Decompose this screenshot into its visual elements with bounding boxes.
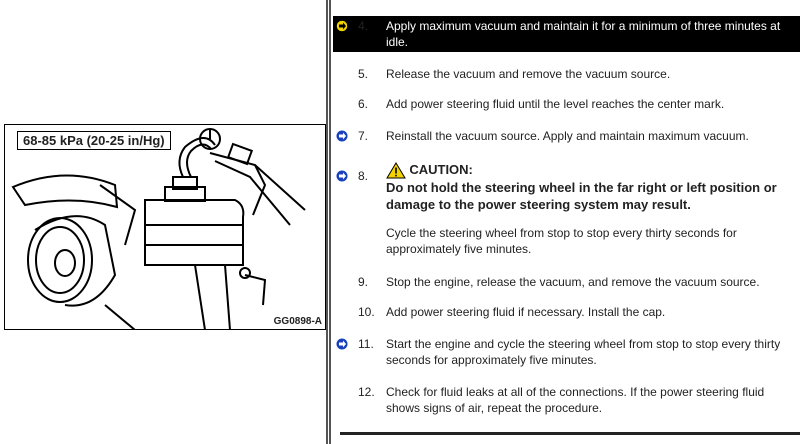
step-text: Check for fluid leaks at all of the connections. If the power steering fluid shows signs of air, repeat the procedure. — [386, 385, 765, 415]
step-number: 12. — [358, 385, 375, 399]
step-text: Start the engine and cycle the steering wheel from stop to stop every thirty seconds for approximately five minutes. — [386, 337, 781, 367]
step-number: 6. — [358, 97, 369, 111]
step-number: 5. — [358, 67, 369, 81]
step-number: 4. — [358, 19, 369, 33]
step-text: Apply maximum vacuum and maintain it for a minimum of three minutes at idle. — [386, 19, 781, 49]
figure-code: GG0898-A — [273, 316, 322, 327]
caution-icon — [386, 162, 406, 179]
step-number: 8. — [358, 169, 369, 183]
step-text: Reinstall the vacuum source. Apply and maintain maximum vacuum. — [386, 129, 749, 143]
caution-title: CAUTION: — [409, 162, 473, 177]
step-text: Stop the engine, release the vacuum, and remove the vacuum source. — [386, 275, 760, 289]
step-text: Add power steering fluid if necessary. Install the cap. — [386, 305, 666, 319]
left-pane — [0, 0, 326, 444]
procedure-steps — [333, 0, 800, 444]
arrow-marker-icon[interactable] — [336, 338, 348, 350]
step-number: 7. — [358, 129, 369, 143]
arrow-marker-icon[interactable] — [336, 170, 348, 182]
step-number: 11. — [358, 337, 374, 351]
step-text: Add power steering fluid until the level reaches the center mark. — [386, 97, 725, 111]
step-text: Cycle the steering wheel from stop to stop every thirty seconds for approximately five minutes. — [386, 226, 737, 257]
arrow-marker-icon[interactable] — [336, 130, 348, 142]
step-number: 9. — [358, 275, 369, 289]
step-text: Release the vacuum and remove the vacuum source. — [386, 67, 671, 81]
pane-divider[interactable] — [326, 0, 331, 444]
pressure-label: 68-85 kPa (20-25 in/Hg) — [17, 131, 171, 150]
caution-body: Do not hold the steering wheel in the far right or left position or damage to the power steering system may result. — [386, 180, 777, 213]
step-number: 10. — [358, 305, 375, 319]
vacuum-pump-illustration — [4, 124, 326, 330]
arrow-marker-icon[interactable] — [336, 20, 348, 32]
bottom-rule — [340, 432, 800, 435]
pump-drawing — [5, 125, 326, 330]
